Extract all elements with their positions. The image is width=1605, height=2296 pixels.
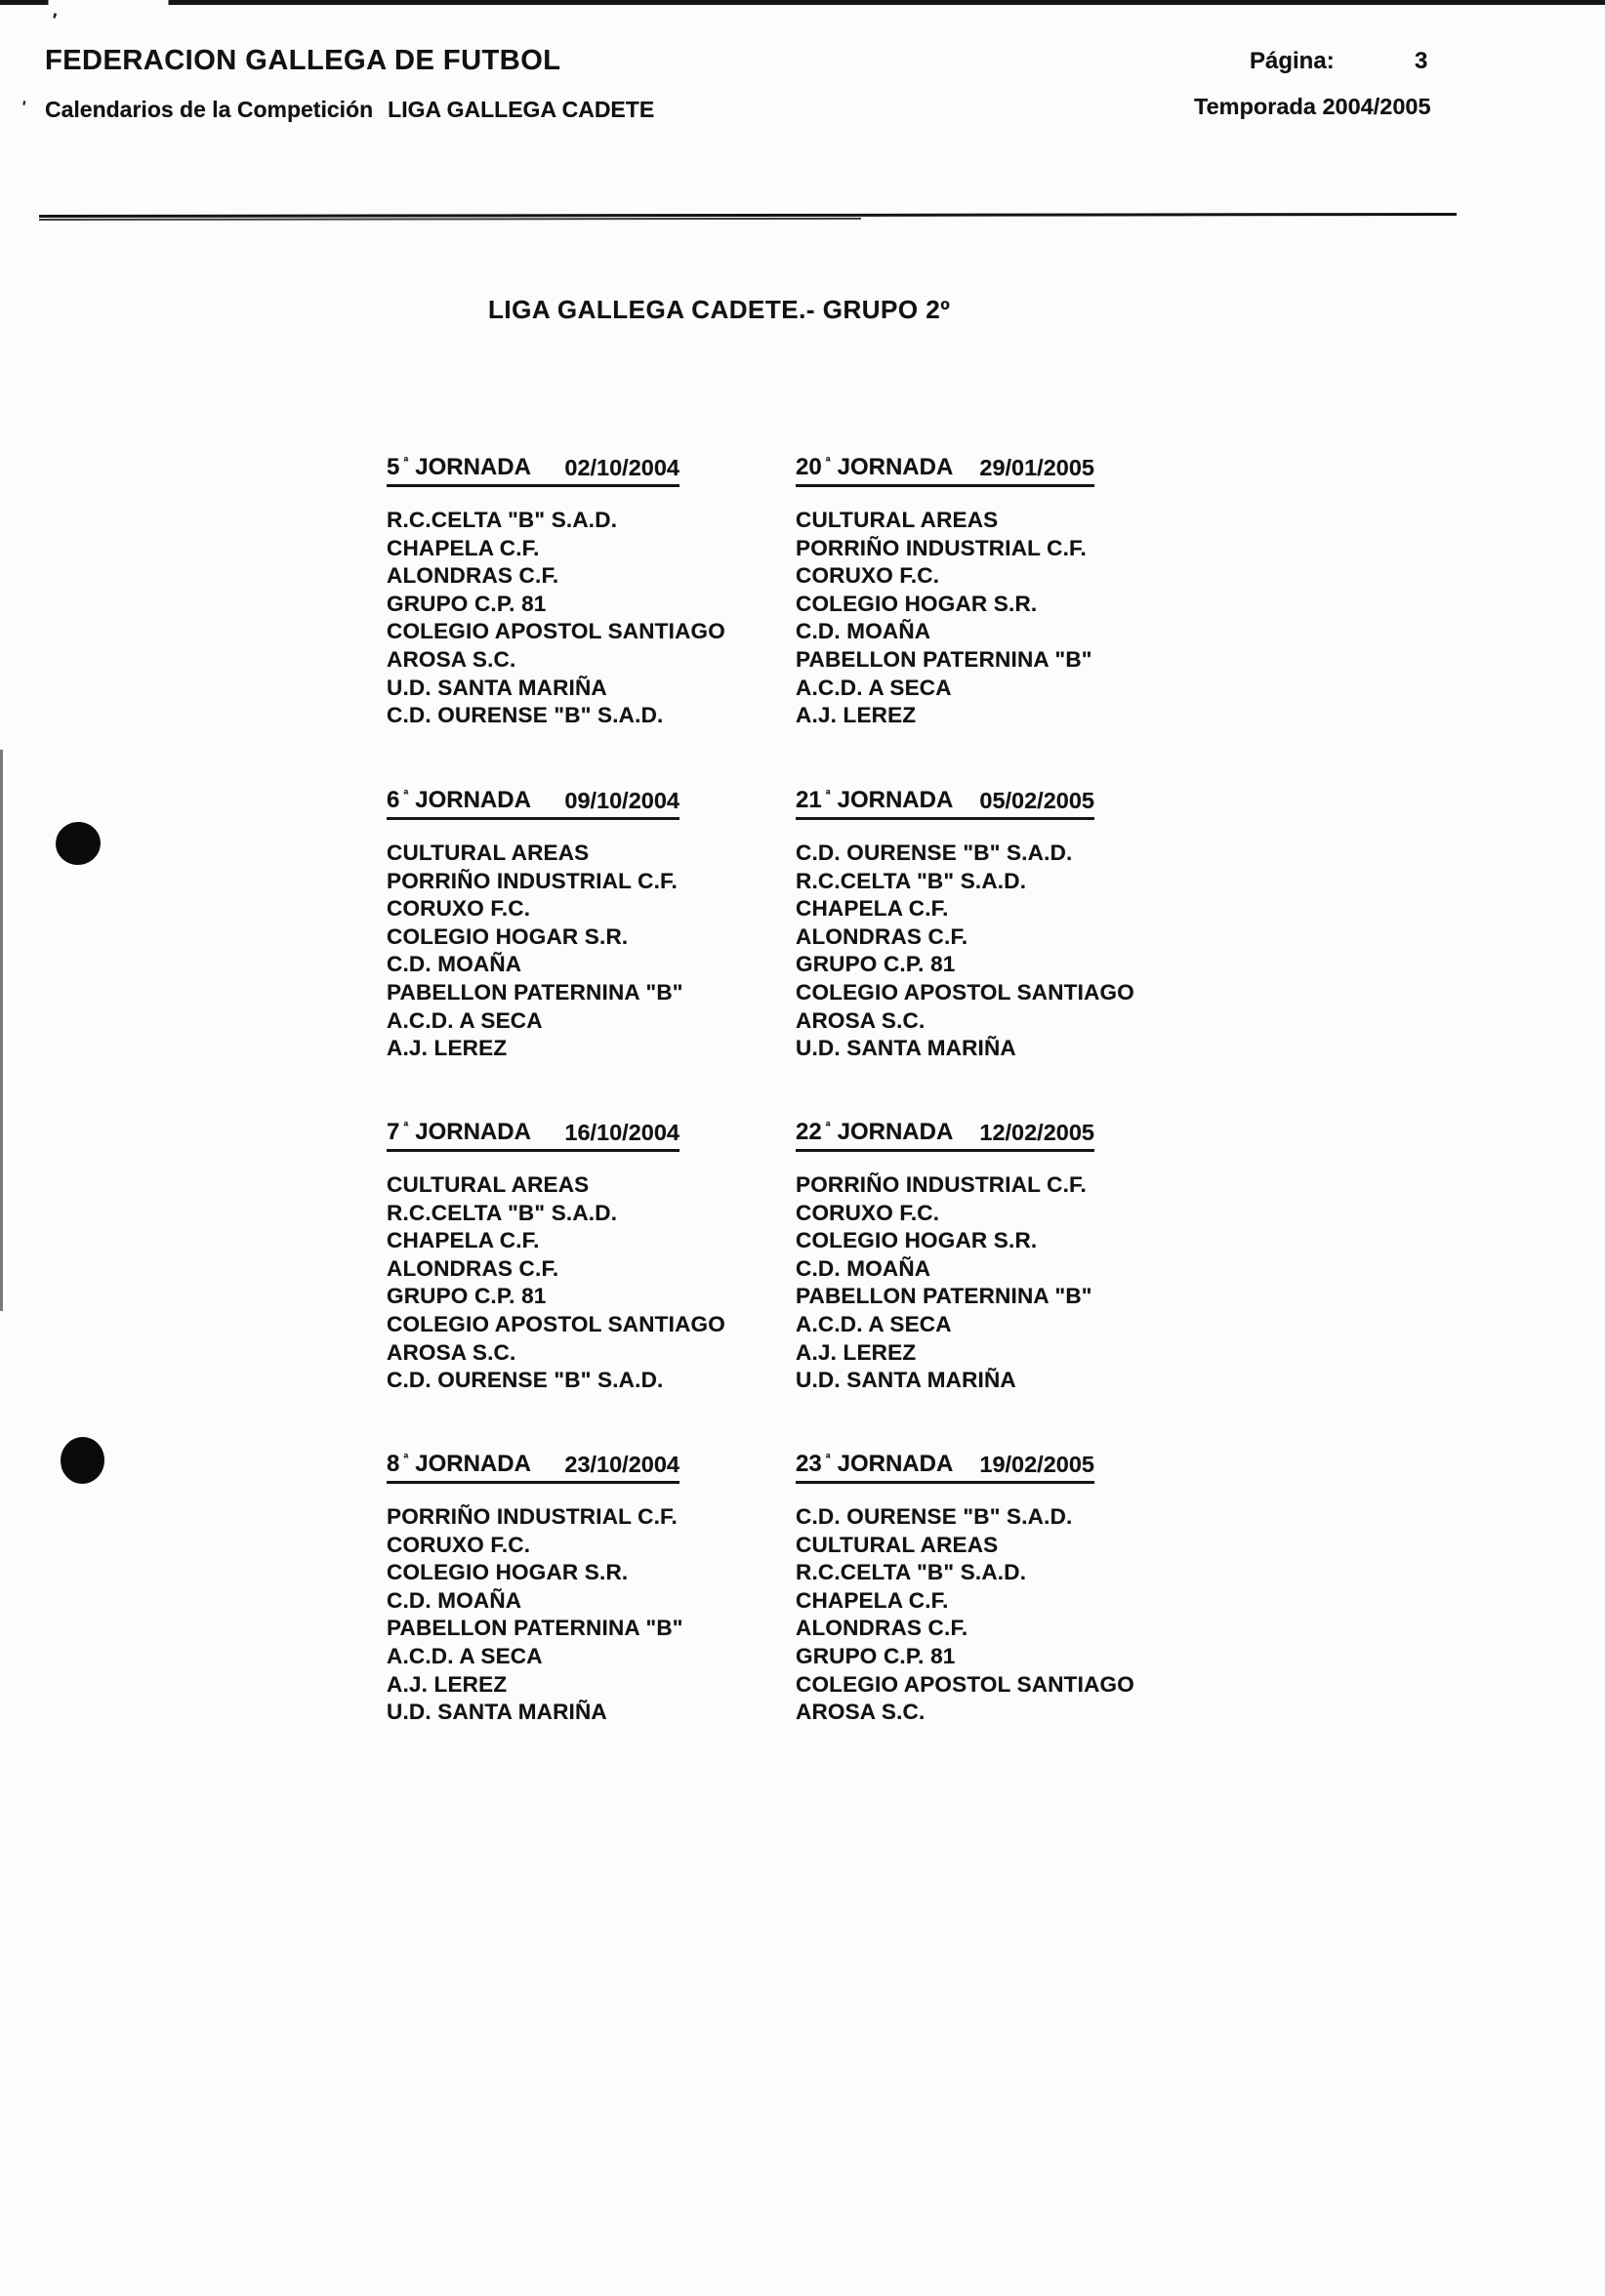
jornada-block-23 (796, 1451, 1215, 1727)
team-list (387, 1503, 806, 1727)
jornada-date: 29/01/2005 (979, 455, 1094, 480)
team-item: U.D. SANTA MARIÑA (387, 675, 607, 700)
team-item: COLEGIO HOGAR S.R. (387, 923, 629, 949)
team-item: PABELLON PATERNINA "B" (387, 1616, 683, 1641)
team-item: A.J. LEREZ (796, 1339, 917, 1365)
team-item: ALONDRAS C.F. (796, 1616, 968, 1641)
jornada-header (387, 1119, 679, 1152)
team-item: PABELLON PATERNINA "B" (796, 646, 1092, 672)
jornada-header (796, 454, 1094, 487)
team-item: COLEGIO APOSTOL SANTIAGO (387, 1311, 725, 1336)
team-item: CULTURAL AREAS (796, 508, 999, 532)
team-item: COLEGIO HOGAR S.R. (796, 591, 1038, 616)
jornada-title: 6 $^ª$ JORNADA (387, 787, 531, 813)
team-item: U.D. SANTA MARIÑA (796, 1036, 1016, 1061)
page-label: Página: (1250, 48, 1335, 74)
scan-left-edge-artifact (0, 750, 3, 1311)
team-item: COLEGIO HOGAR S.R. (387, 1560, 629, 1585)
jornada-title: 22 $^ª$ JORNADA (796, 1119, 954, 1145)
section-title: LIGA GALLEGA CADETE.- GRUPO 2º (488, 295, 951, 324)
jornada-header (796, 1451, 1094, 1484)
punch-hole (59, 1435, 106, 1486)
team-item: U.D. SANTA MARIÑA (387, 1700, 607, 1725)
scan-stray-mark: ' (20, 97, 27, 117)
calendars-label: Calendarios de la Competición (45, 97, 374, 122)
team-item: PORRIÑO INDUSTRIAL C.F. (796, 535, 1087, 560)
competition-subtitle (45, 97, 654, 123)
team-item: AROSA S.C. (796, 1007, 926, 1033)
team-item: CULTURAL AREAS (796, 1532, 999, 1557)
team-list (387, 1171, 806, 1395)
competition-name: LIGA GALLEGA CADETE (388, 97, 655, 122)
team-item: C.D. OURENSE "B" S.A.D. (796, 1504, 1073, 1529)
team-item: CULTURAL AREAS (387, 1172, 590, 1197)
team-item: GRUPO C.P. 81 (387, 1284, 547, 1309)
jornada-block-20 (796, 454, 1215, 730)
team-item: GRUPO C.P. 81 (796, 1643, 956, 1668)
team-item: A.C.D. A SECA (387, 1643, 543, 1668)
team-item: CULTURAL AREAS (387, 840, 590, 865)
jornada-date: 12/02/2005 (979, 1120, 1094, 1145)
jornada-header (387, 1451, 679, 1484)
header-divider-rule (39, 213, 1457, 218)
jornada-block-8 (387, 1451, 806, 1727)
team-item: CORUXO F.C. (796, 563, 940, 589)
team-item: COLEGIO APOSTOL SANTIAGO (387, 619, 725, 644)
jornada-header (796, 787, 1094, 820)
team-item: COLEGIO APOSTOL SANTIAGO (796, 979, 1134, 1004)
jornada-title: 20 $^ª$ JORNADA (796, 454, 954, 480)
jornada-date: 09/10/2004 (564, 788, 679, 813)
team-item: R.C.CELTA "B" S.A.D. (387, 508, 618, 532)
team-item: C.D. OURENSE "B" S.A.D. (796, 840, 1073, 865)
jornada-title: 21 $^ª$ JORNADA (796, 787, 954, 813)
organization-title: FEDERACION GALLEGA DE FUTBOL (45, 45, 561, 76)
team-item: R.C.CELTA "B" S.A.D. (796, 1560, 1027, 1585)
team-item: A.C.D. A SECA (796, 675, 952, 700)
punch-hole (53, 819, 103, 868)
team-item: CORUXO F.C. (796, 1200, 940, 1225)
team-item: A.C.D. A SECA (387, 1007, 543, 1033)
team-item: R.C.CELTA "B" S.A.D. (387, 1200, 618, 1225)
team-item: GRUPO C.P. 81 (387, 591, 547, 616)
team-list (387, 507, 806, 730)
team-item: C.D. OURENSE "B" S.A.D. (387, 703, 664, 728)
team-item: PORRIÑO INDUSTRIAL C.F. (387, 868, 678, 893)
team-item: A.J. LEREZ (387, 1671, 508, 1697)
team-item: CORUXO F.C. (387, 896, 531, 922)
team-item: A.J. LEREZ (796, 703, 917, 728)
team-list (387, 840, 806, 1063)
team-item: ALONDRAS C.F. (387, 1255, 559, 1281)
team-item: CHAPELA C.F. (387, 535, 540, 560)
team-list (796, 1171, 1215, 1395)
team-item: C.D. MOAÑA (796, 1255, 931, 1281)
jornada-date: 16/10/2004 (564, 1120, 679, 1145)
jornada-block-5 (387, 454, 806, 730)
team-item: CHAPELA C.F. (387, 1228, 540, 1253)
jornada-block-7 (387, 1119, 806, 1395)
team-item: CORUXO F.C. (387, 1532, 531, 1557)
team-item: U.D. SANTA MARIÑA (796, 1368, 1016, 1393)
jornada-date: 23/10/2004 (564, 1452, 679, 1477)
scan-stray-mark: ' (47, 9, 60, 32)
jornada-header (387, 787, 679, 820)
jornada-block-6 (387, 787, 806, 1063)
jornada-block-21 (796, 787, 1215, 1063)
team-list (796, 1503, 1215, 1727)
team-item: CHAPELA C.F. (796, 1587, 949, 1613)
team-item: COLEGIO HOGAR S.R. (796, 1228, 1038, 1253)
team-item: C.D. MOAÑA (387, 1587, 522, 1613)
jornada-title: 23 $^ª$ JORNADA (796, 1451, 954, 1477)
team-item: C.D. OURENSE "B" S.A.D. (387, 1368, 664, 1393)
team-item: ALONDRAS C.F. (796, 923, 968, 949)
team-item: AROSA S.C. (796, 1700, 926, 1725)
jornada-date: 19/02/2005 (979, 1452, 1094, 1477)
team-item: PABELLON PATERNINA "B" (387, 979, 683, 1004)
team-list (796, 507, 1215, 730)
team-item: GRUPO C.P. 81 (796, 952, 956, 977)
jornada-date: 02/10/2004 (564, 455, 679, 480)
scan-top-edge-artifact (0, 0, 1605, 5)
team-item: AROSA S.C. (387, 1339, 516, 1365)
jornada-header (387, 454, 679, 487)
team-item: C.D. MOAÑA (796, 619, 931, 644)
team-list (796, 840, 1215, 1063)
team-item: C.D. MOAÑA (387, 952, 522, 977)
jornada-block-22 (796, 1119, 1215, 1395)
team-item: AROSA S.C. (387, 646, 516, 672)
team-item: PORRIÑO INDUSTRIAL C.F. (796, 1172, 1087, 1197)
team-item: CHAPELA C.F. (796, 896, 949, 922)
team-item: ALONDRAS C.F. (387, 563, 559, 589)
jornada-title: 5 $^ª$ JORNADA (387, 454, 531, 480)
jornada-date: 05/02/2005 (979, 788, 1094, 813)
team-item: COLEGIO APOSTOL SANTIAGO (796, 1671, 1134, 1697)
team-item: A.C.D. A SECA (796, 1311, 952, 1336)
team-item: PORRIÑO INDUSTRIAL C.F. (387, 1504, 678, 1529)
team-item: R.C.CELTA "B" S.A.D. (796, 868, 1027, 893)
team-item: A.J. LEREZ (387, 1036, 508, 1061)
page-number: 3 (1415, 48, 1428, 74)
jornada-title: 7 $^ª$ JORNADA (387, 1119, 531, 1145)
jornada-title: 8 $^ª$ JORNADA (387, 1451, 531, 1477)
season-label: Temporada 2004/2005 (1194, 94, 1431, 119)
jornada-header (796, 1119, 1094, 1152)
team-item: PABELLON PATERNINA "B" (796, 1284, 1092, 1309)
